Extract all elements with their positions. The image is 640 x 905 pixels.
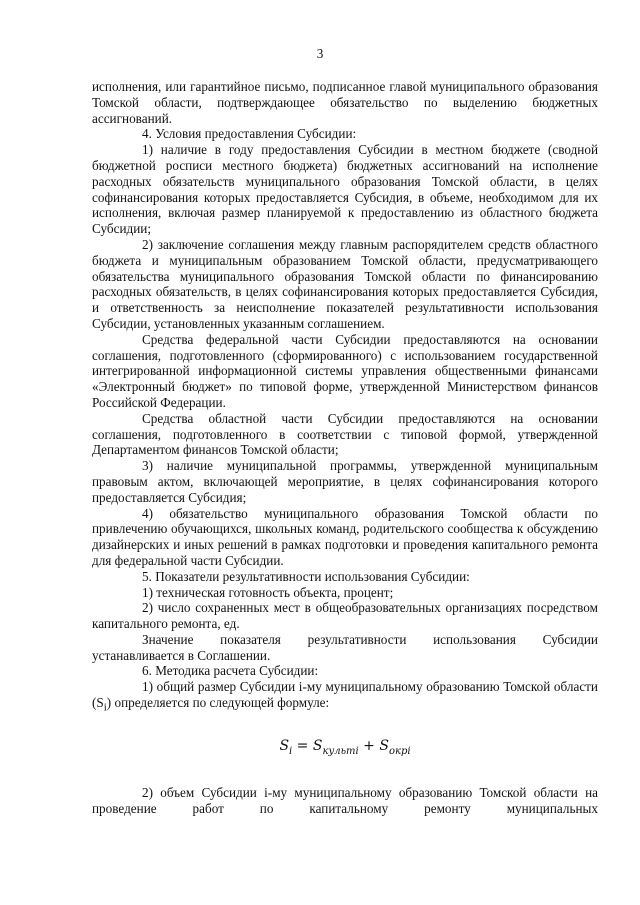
document-body [92, 79, 598, 817]
formula-lhs-subscript: i [289, 745, 293, 757]
formula-intro-text: 1) общий размер Субсидии i-му муниципальному образованию Томской области (S [92, 679, 598, 711]
formula-term-2: S [379, 737, 389, 754]
formula-equals: = [292, 737, 313, 754]
formula [92, 739, 598, 760]
formula-lhs: S [279, 737, 290, 754]
paragraph: Средства областной части Субсидии предоставляются на основании соглашения, подготовленного в соответствии с типовой формой, утвержденной Департаментом финансов Томской области; [92, 410, 598, 458]
paragraph: Значение показателя результативности использования Субсидии устанавливается в Соглашении. [92, 631, 598, 663]
section-heading: 6. Методика расчета Субсидии: [142, 663, 319, 679]
paragraph: 3) наличие муниципальной программы, утвержденной муниципальным правовым актом, включающей мероприятие, в целях софинансирования которого предоставляется Субсидия; [92, 458, 598, 505]
formula-term-2-subscript: окрi [388, 745, 411, 757]
paragraph: 1) наличие в году предоставления Субсидии в местном бюджете (сводной бюджетной росписи местного бюджета) бюджетных ассигнований на исполнение расходных обязательств муниципального образования Томской области, в целях софинансирования которых предоставляется Субсидия, в объеме, необходимом для их исполнения, включая размер планируемой к предоставлению из областного бюджета Субсидии; [92, 142, 598, 237]
page-number: 3 [316, 46, 324, 61]
formula-intro [92, 679, 598, 716]
paragraph: Средства федеральной части Субсидии предоставляются на основании соглашения, подготовленного (сформированного) с использованием государственной интегрированной информационной системы управления общественными финансами «Электронный бюджет» по типовой форме, утвержденной Министерством финансов Российской Федерации. [92, 331, 598, 410]
paragraph: исполнения, или гарантийное письмо, подписанное главой муниципального образования Томской области, подтверждающее обязательство по выделению бюджетных ассигнований. [92, 79, 598, 126]
formula-plus: + [358, 737, 380, 754]
formula-intro-subscript: i [103, 701, 107, 714]
formula-term-1-subscript: культi [322, 745, 359, 757]
paragraph: 2) объем Субсидии i-му муниципальному образованию Томской области на проведение работ по капитальному ремонту муниципальных [92, 785, 598, 816]
formula-intro-text-end: ) определяется по следующей формуле: [106, 695, 330, 711]
paragraph: 2) заключение соглашения между главным распорядителем средств областного бюджета и муниципальным образованием Томской области, предусматривающего обязательства муниципального образования Томской области по финансированию расходных обязательств, в целях софинансирования которых предоставляется Субсидия, и ответственность за неисполнение показателей результативности использования Субсидии, установленных указанным соглашением. [92, 236, 598, 331]
paragraph: 4) обязательство муниципального образования Томской области по привлечению обучающихся, школьных команд, родительского сообщества к обсуждению дизайнерских и иных решений в рамках подготовки и проведения капитального ремонта для федеральной части Субсидии. [92, 505, 598, 568]
paragraph: 2) число сохраненных мест в общеобразовательных организациях посредством капитального ремонта, ед. [92, 600, 598, 632]
section-heading: 4. Условия предоставления Субсидии: [142, 126, 357, 142]
section-heading: 5. Показатели результативности использования Субсидии: [142, 568, 470, 584]
paragraph: 1) техническая готовность объекта, процент; [142, 584, 394, 600]
formula-term-1: S [312, 737, 323, 754]
